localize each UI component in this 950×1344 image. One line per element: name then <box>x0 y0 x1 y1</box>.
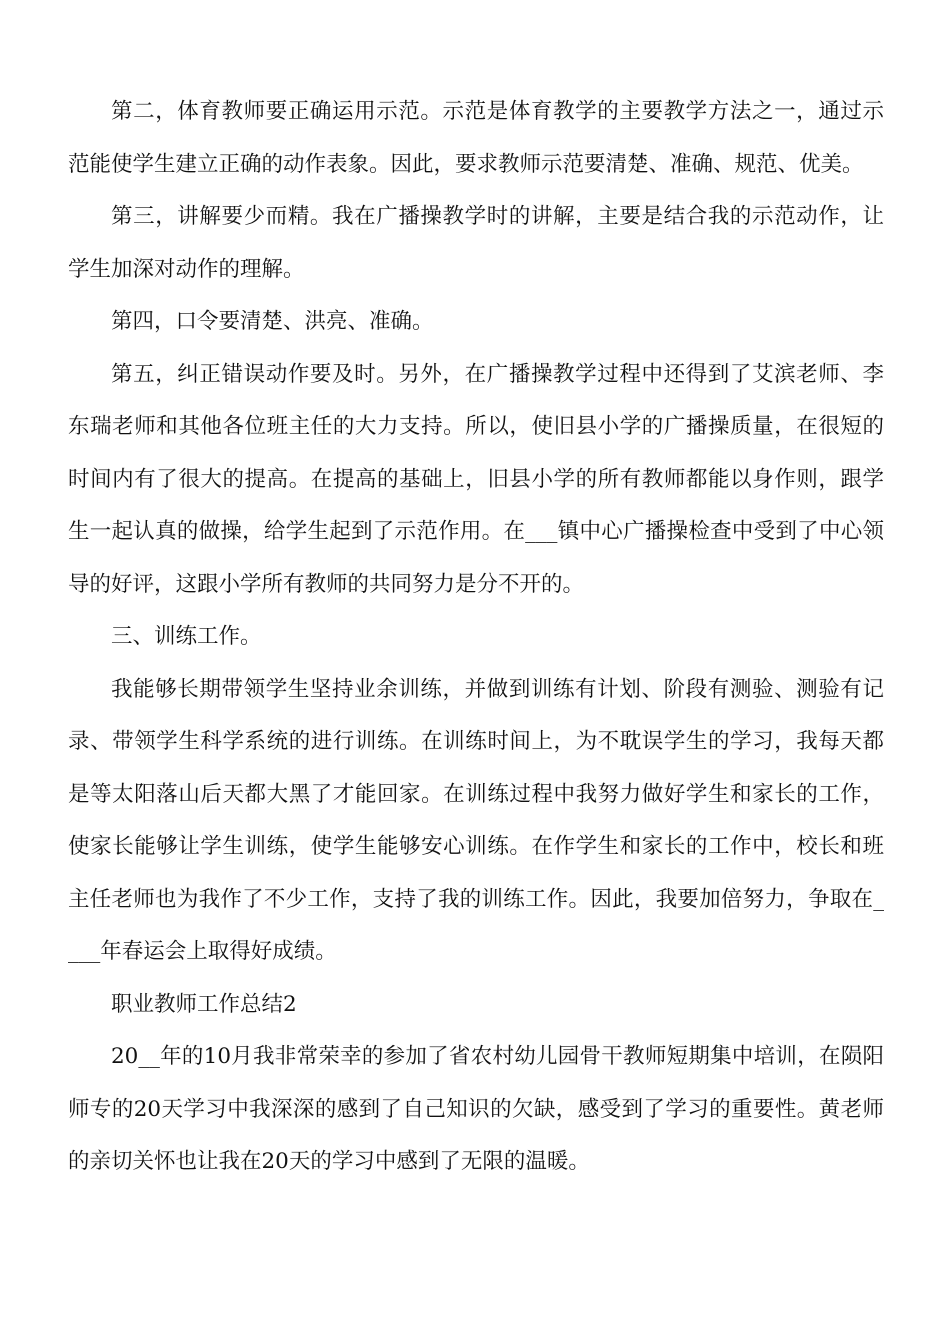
section-heading-summary-2: 职业教师工作总结2 <box>111 991 297 1017</box>
paragraph-demonstration: 第二，体育教师要正确运用示范。示范是体育教学的主要教学方法之一，通过示范能使学生建立正确的动作表象。因此，要求教师示范要清楚、准确、规范、优美。 <box>68 99 884 177</box>
paragraph-commands: 第四，口令要清楚、洪亮、准确。 <box>111 309 434 334</box>
paragraph-training: 我能够长期带领学生坚持业余训练，并做到训练有计划、阶段有测验、测验有记录、带领学生科学系统的进行训练。在训练时间上，为不耽误学生的学习，我每天都是等太阳落山后天都大黑了才能回家。在训练过程中我努力做好学生和家长的工作，使家长能够让学生训练，使学生能够安心训练。在作学生和家长的工作中，校长和班主任老师也为我作了不少工作，支持了我的训练工作。因此，我要加倍努力，争取在____年春运会上取得好成绩。 <box>68 676 884 964</box>
paragraph-explanation: 第三，讲解要少而精。我在广播操教学时的讲解，主要是结合我的示范动作，让学生加深对动作的理解。 <box>68 204 884 282</box>
paragraph-training-course: 20__年的10月我非常荣幸的参加了省农村幼儿园骨干教师短期集中培训，在陨阳师专的20天学习中我深深的感到了自己知识的欠缺，感受到了学习的重要性。黄老师的亲切关怀也让我在20天的学习中感到了无限的温暖。 <box>68 1044 884 1174</box>
section-heading-training: 三、训练工作。 <box>111 624 262 649</box>
paragraph-corrections: 第五，纠正错误动作要及时。另外，在广播操教学过程中还得到了艾滨老师、李东瑞老师和其他各位班主任的大力支持。所以，使旧县小学的广播操质量，在很短的时间内有了很大的提高。在提高的基础上，旧县小学的所有教师都能以身作则，跟学生一起认真的做操，给学生起到了示范作用。在___镇中心广播操检查中受到了中心领导的好评，这跟小学所有教师的共同努力是分不开的。 <box>68 361 884 597</box>
document-body <box>68 86 884 1189</box>
